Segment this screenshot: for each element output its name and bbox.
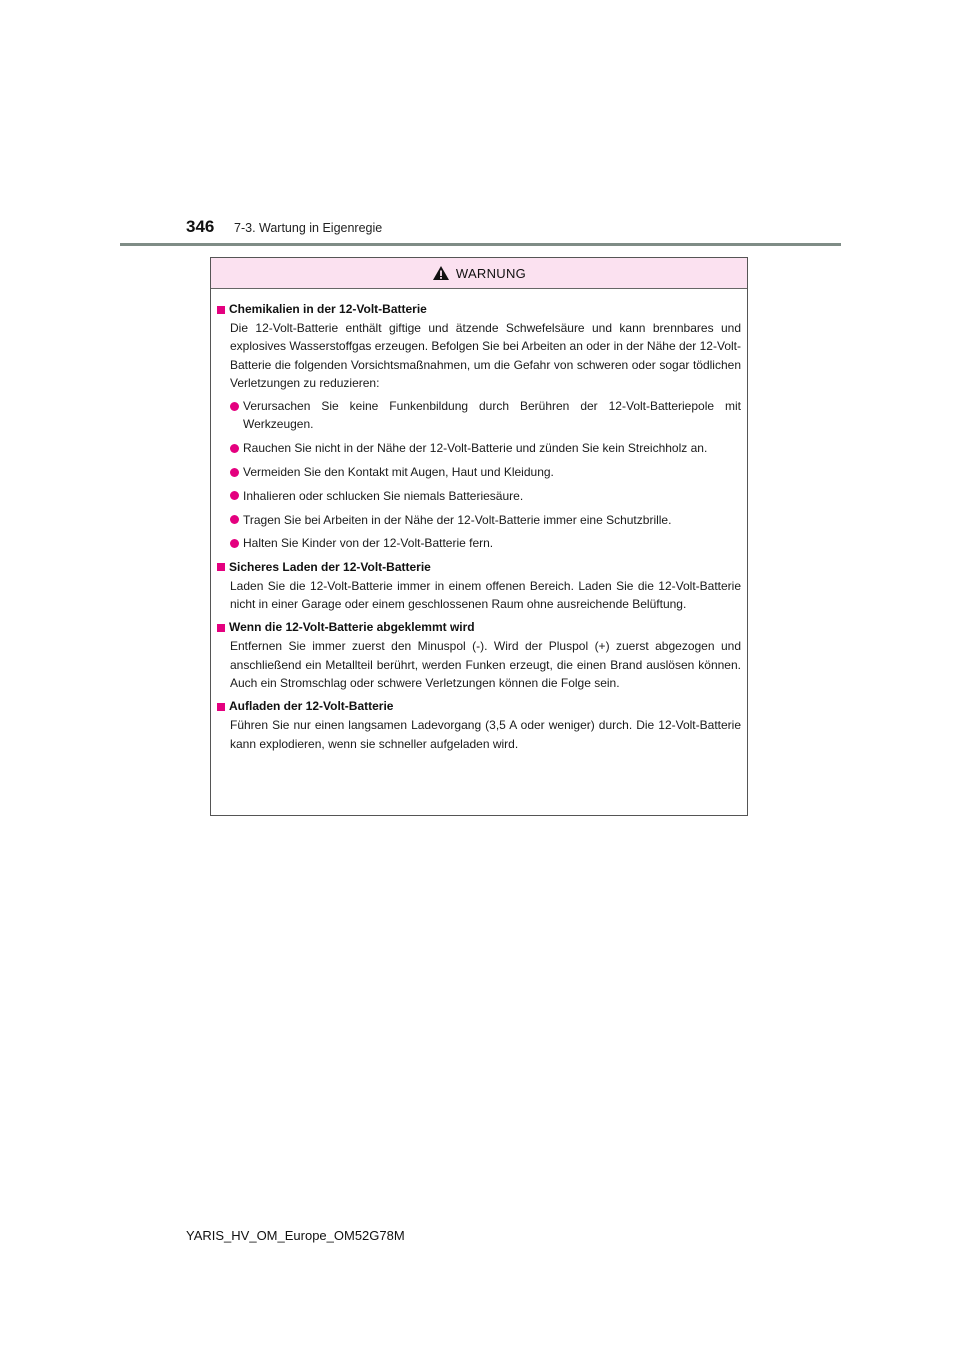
warning-body xyxy=(211,289,747,753)
section-paragraph: Führen Sie nur einen langsamen Ladevorgang (3,5 A oder weniger) durch. Die 12-Volt-Batterie kann explodieren, wenn sie schneller aufgeladen wird. xyxy=(230,718,741,751)
bullet-text: Verursachen Sie keine Funkenbildung durch Berühren der 12-Volt-Batteriepole mit Werkzeugen. xyxy=(243,399,741,432)
page-number: 346 xyxy=(186,217,215,236)
warning-section xyxy=(217,559,741,614)
section-heading xyxy=(217,301,741,318)
header-rule xyxy=(120,243,841,246)
section-heading-text: Sicheres Laden der 12-Volt-Batterie xyxy=(229,559,431,574)
bullet-text: Rauchen Sie nicht in der Nähe der 12-Volt-Batterie und zünden Sie kein Streichholz an. xyxy=(243,441,708,456)
section-heading-text: Aufladen der 12-Volt-Batterie xyxy=(229,699,394,714)
section-heading-text: Chemikalien in der 12-Volt-Batterie xyxy=(229,302,427,316)
list-item xyxy=(230,511,741,529)
bullet-text: Halten Sie Kinder von der 12-Volt-Batterie fern. xyxy=(243,536,494,551)
square-bullet-icon xyxy=(217,624,225,632)
bullet-list xyxy=(230,397,741,553)
section-title: 7-3. Wartung in Eigenregie xyxy=(234,221,383,235)
warning-section xyxy=(217,698,741,753)
warning-section xyxy=(217,619,741,692)
square-bullet-icon xyxy=(217,306,225,314)
section-heading-text: Wenn die 12-Volt-Batterie abgeklemmt wird xyxy=(229,620,475,635)
bullet-text: Tragen Sie bei Arbeiten in der Nähe der 12-Volt-Batterie immer eine Schutzbrille. xyxy=(243,512,672,527)
list-item xyxy=(230,397,741,434)
section-heading xyxy=(217,559,741,576)
circle-bullet-icon xyxy=(230,515,239,524)
list-item xyxy=(230,439,741,457)
section-paragraph: Entfernen Sie immer zuerst den Minuspol (-). Wird der Pluspol (+) zuerst abgezogen und anschließend ein Metallteil berührt, werden Funken erzeugt, die einen Brand auslösen können. Auch ein Stromschlag oder schwere Verletzungen können die Folge sein. xyxy=(230,639,741,690)
section-heading xyxy=(217,698,741,715)
square-bullet-icon xyxy=(217,703,225,711)
circle-bullet-icon xyxy=(230,402,239,411)
list-item xyxy=(230,534,741,552)
circle-bullet-icon xyxy=(230,468,239,477)
list-item xyxy=(230,463,741,481)
footer-doc-id: YARIS_HV_OM_Europe_OM52G78M xyxy=(186,1228,405,1243)
section-paragraph: Die 12-Volt-Batterie enthält giftige und ätzende Schwefelsäure und kann brennbares und explosives Wasserstoffgas erzeugen. Befolgen Sie bei Arbeiten an oder in der Nähe der 12-Volt-Batterie die folgenden Vorsichtsmaßnahmen, um die Gefahr von schweren oder sogar tödlichen Verletzungen zu reduzieren: xyxy=(230,321,741,390)
bullet-text: Vermeiden Sie den Kontakt mit Augen, Haut und Kleidung. xyxy=(243,465,554,480)
warning-section xyxy=(217,301,741,553)
section-paragraph: Laden Sie die 12-Volt-Batterie immer in einem offenen Bereich. Laden Sie die 12-Volt-Batterie nicht in einer Garage oder einem geschlossenen Raum ohne ausreichende Belüftung. xyxy=(230,578,741,612)
bullet-text: Inhalieren oder schlucken Sie niemals Batteriesäure. xyxy=(243,488,524,503)
square-bullet-icon xyxy=(217,563,225,571)
circle-bullet-icon xyxy=(230,491,239,500)
list-item xyxy=(230,487,741,505)
section-heading xyxy=(217,619,741,636)
warning-box xyxy=(210,257,748,816)
circle-bullet-icon xyxy=(230,444,239,453)
warning-header xyxy=(211,258,747,289)
warning-title: WARNUNG xyxy=(455,265,527,281)
warning-triangle-icon xyxy=(432,265,450,281)
circle-bullet-icon xyxy=(230,539,239,548)
